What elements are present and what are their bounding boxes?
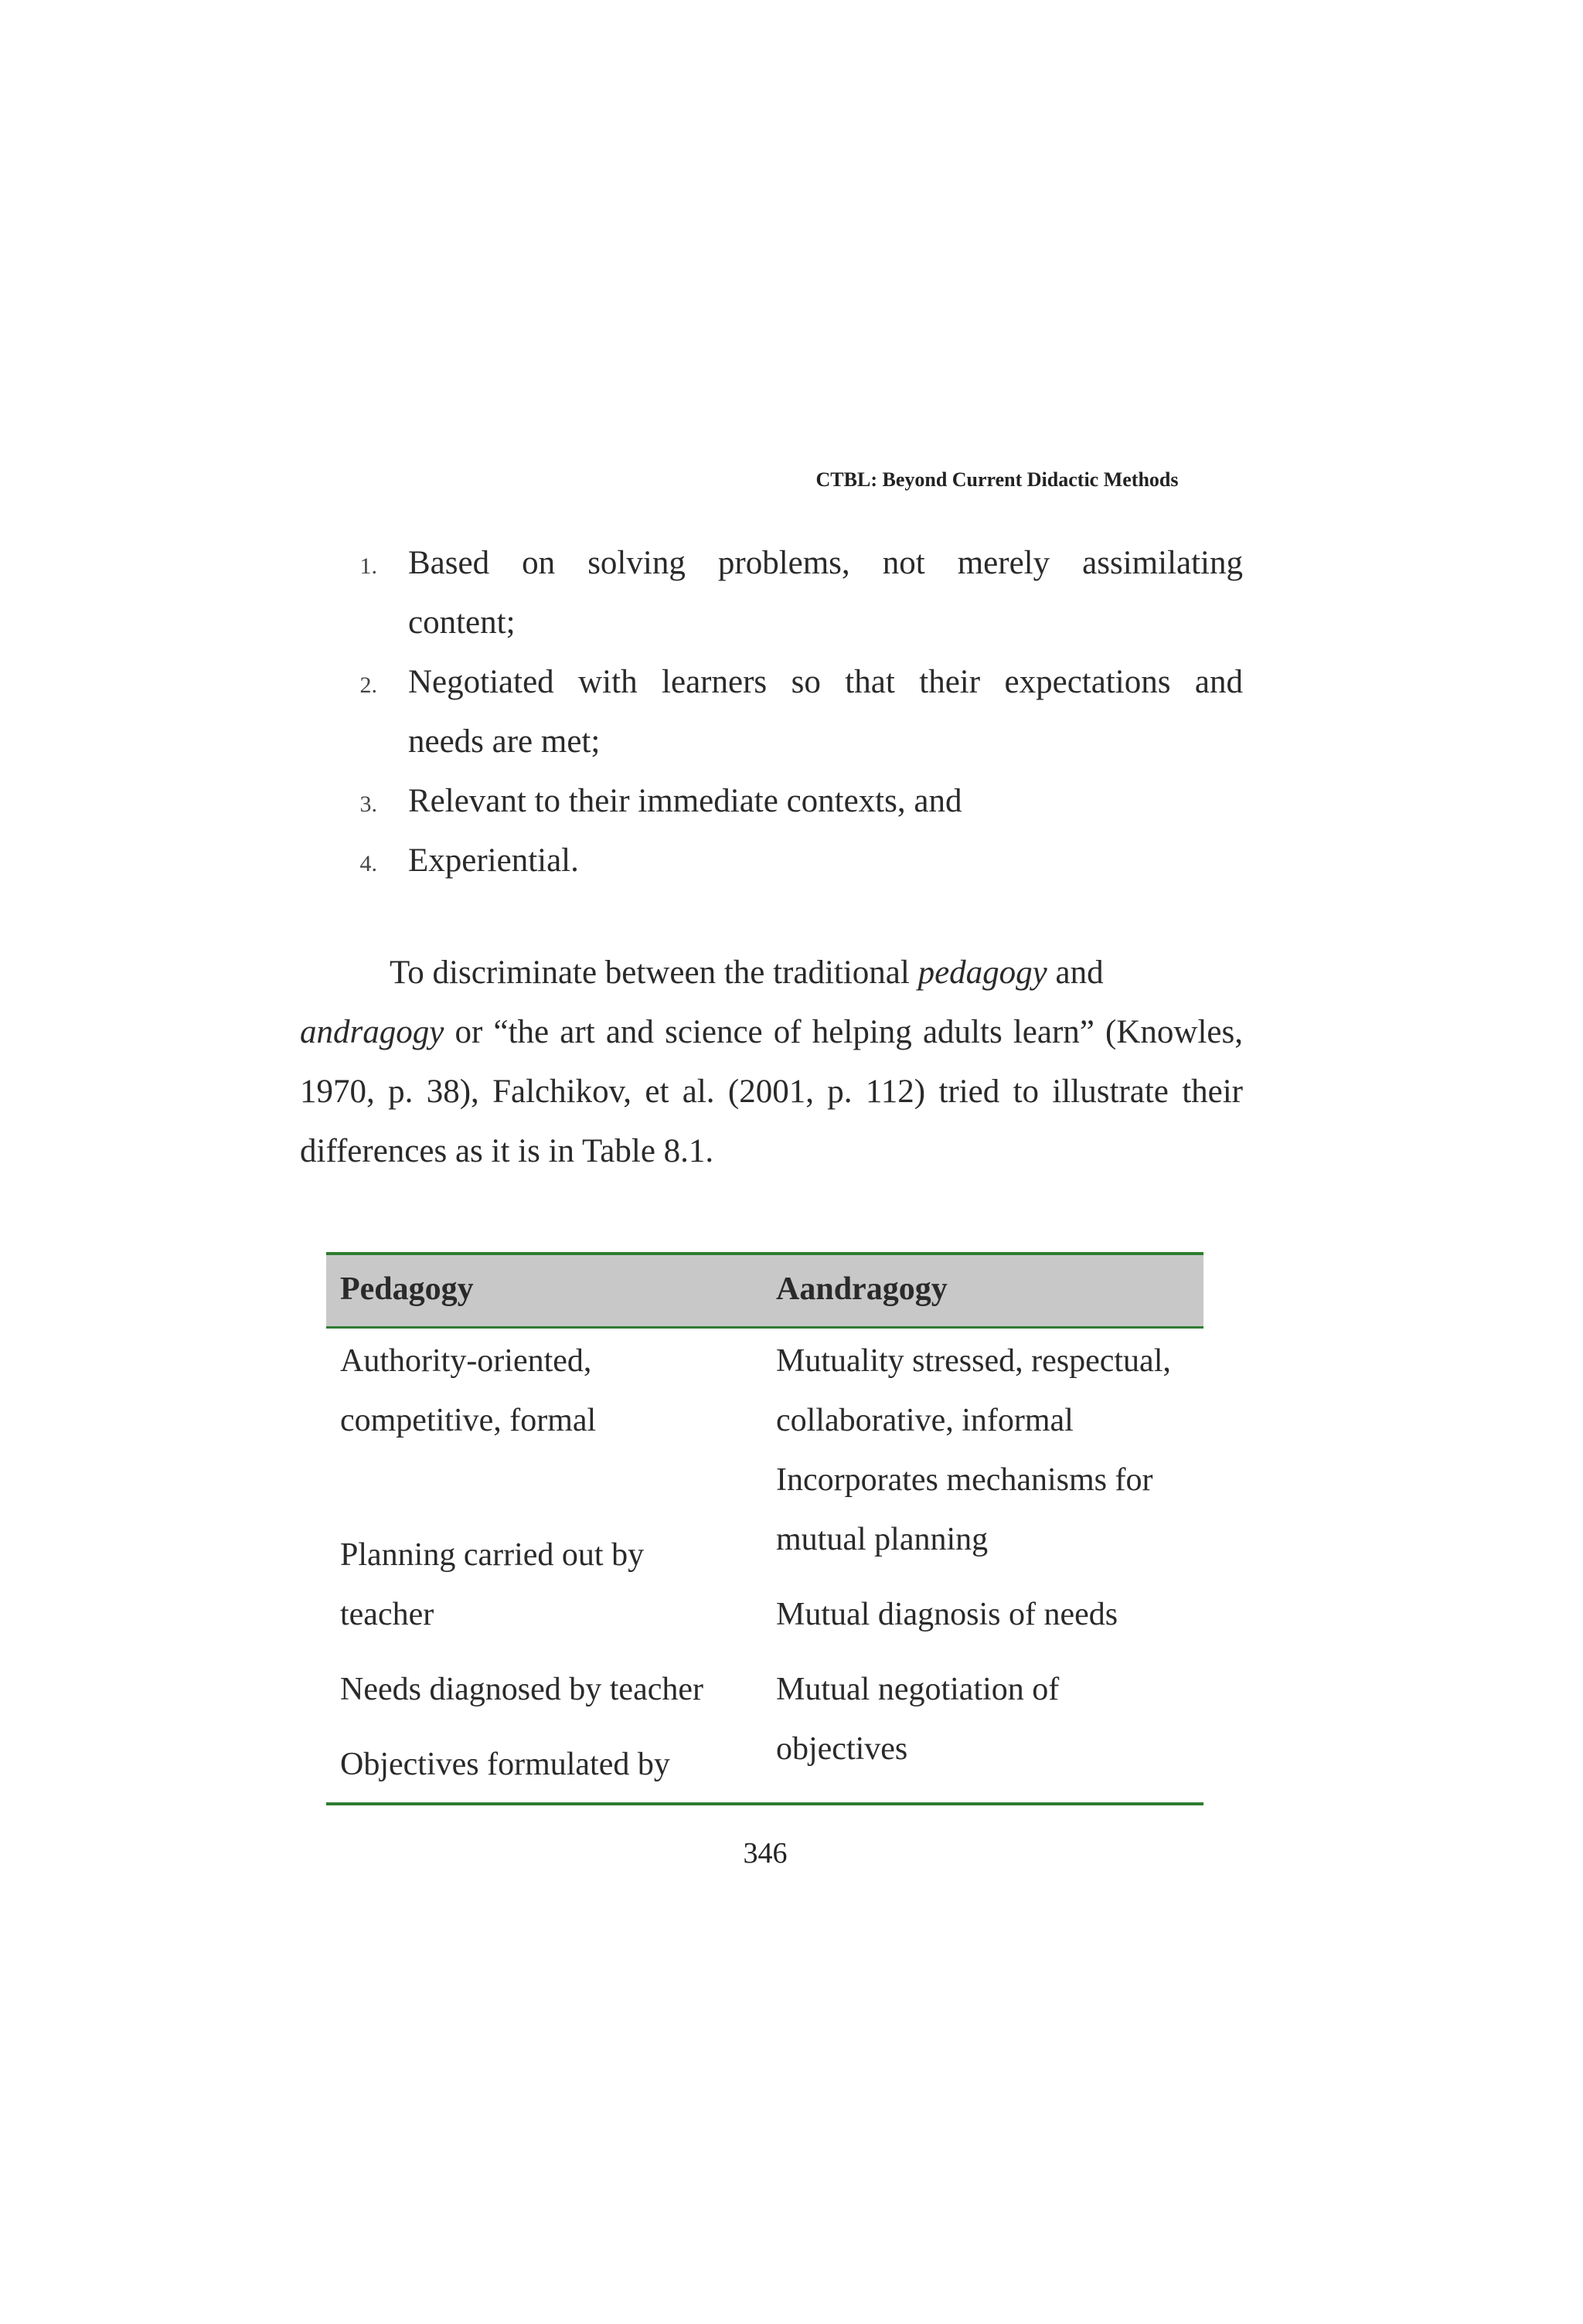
cell-spacer [776, 1570, 1203, 1585]
table-row [326, 1328, 1203, 1805]
paragraph-term-pedagogy: pedagogy [917, 954, 1047, 991]
list-item [346, 831, 1243, 890]
cell-spacer [340, 1645, 762, 1660]
cell-spacer [776, 1645, 1203, 1660]
pedagogy-cell [326, 1328, 762, 1805]
cell-spacer [340, 1720, 762, 1735]
cell-line: collaborative, informal [776, 1403, 1074, 1438]
page-number: 346 [743, 1837, 788, 1870]
list-number: 4. [359, 851, 377, 876]
table-header-row [326, 1254, 1203, 1328]
cell-line: Authority-oriented, [340, 1343, 592, 1379]
list-item [346, 771, 1243, 831]
header-pedagogy: Pedagogy [326, 1254, 762, 1328]
cell-line: Incorporates mechanisms for [776, 1462, 1153, 1498]
list-item-line: Based on solving problems, not merely assimilating [408, 545, 1243, 581]
cell-line: Mutual negotiation of [776, 1672, 1060, 1707]
list-item [346, 652, 1243, 771]
list-number: 2. [359, 672, 377, 698]
cell-line: mutual planning [776, 1522, 989, 1557]
list-number: 1. [359, 553, 377, 579]
list-item-text [408, 652, 1243, 771]
cell-spacer [340, 1451, 762, 1510]
list-item-text: Relevant to their immediate contexts, and [408, 783, 962, 819]
list-item-line: Negotiated with learners so that their expectations and [408, 664, 1243, 700]
cell-line: Mutuality stressed, respectual, [776, 1343, 1171, 1379]
cell-line: competitive, formal [340, 1403, 597, 1438]
body-paragraph [300, 943, 1243, 1181]
cell-line: Objectives formulated by [340, 1747, 670, 1782]
cell-line: Needs diagnosed by teacher [340, 1672, 703, 1707]
table-header [326, 1254, 1203, 1328]
paragraph-text: or “the art and science of helping adults learn” (Knowles, 1970, p. 38), Falchikov, et al. (2001, p. 112) tried to illustrate their differences as it is in Table 8.1. [300, 1014, 1243, 1169]
list-item-line: content; [408, 604, 516, 641]
numbered-list [346, 533, 1243, 890]
list-item-line: needs are met; [408, 723, 601, 760]
running-head: CTBL: Beyond Current Didactic Methods [815, 468, 1179, 491]
comparison-table [326, 1252, 1203, 1805]
comparison-table-wrapper [326, 1252, 1203, 1805]
paragraph-text: and [1047, 954, 1104, 991]
cell-line: objectives [776, 1731, 908, 1767]
cell-line: Planning carried out by [340, 1537, 645, 1573]
list-item-text [408, 533, 1243, 652]
paragraph-text: To discriminate between the traditional [390, 954, 918, 991]
andragogy-cell [762, 1328, 1203, 1805]
cell-line: teacher [340, 1597, 434, 1632]
table-body [326, 1328, 1203, 1805]
paragraph-term-andragogy: andragogy [300, 1014, 444, 1050]
list-number: 3. [359, 791, 377, 817]
list-item [346, 533, 1243, 652]
cell-line: Mutual diagnosis of needs [776, 1597, 1118, 1632]
cell-spacer [340, 1510, 762, 1526]
list-item-text: Experiential. [408, 842, 579, 879]
header-andragogy: Aandragogy [762, 1254, 1203, 1328]
